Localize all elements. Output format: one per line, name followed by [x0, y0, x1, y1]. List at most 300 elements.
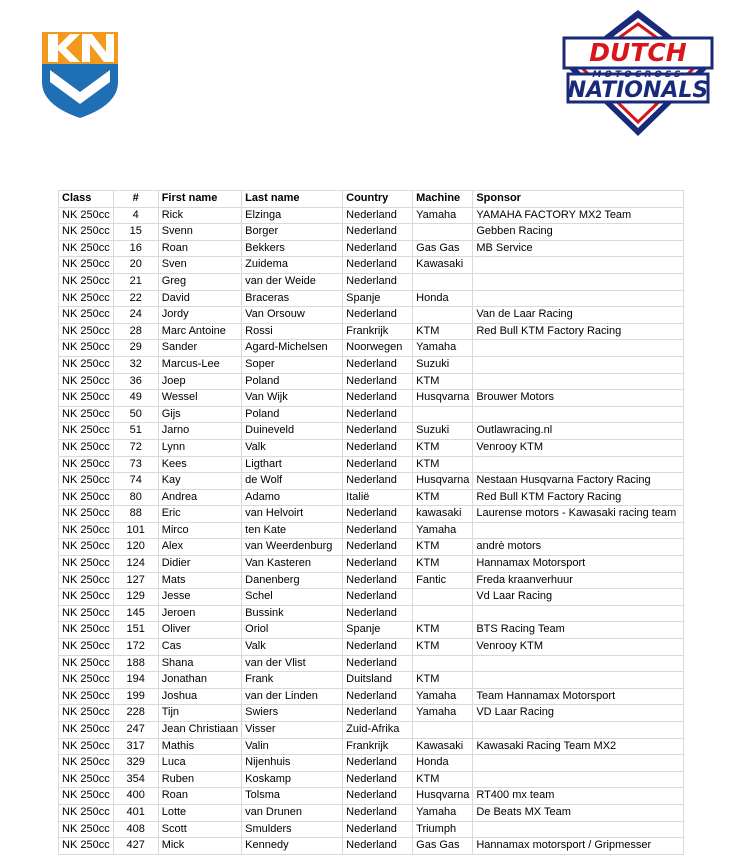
cell-class: NK 250cc — [59, 489, 114, 506]
cell-last-name: Bekkers — [242, 240, 343, 257]
cell-last-name: Nijenhuis — [242, 755, 343, 772]
cell-first-name: Sven — [158, 257, 241, 274]
cell-country: Italië — [343, 489, 413, 506]
cell-class: NK 250cc — [59, 522, 114, 539]
cell-class: NK 250cc — [59, 406, 114, 423]
cell-first-name: Andrea — [158, 489, 241, 506]
cell-country: Nederland — [343, 838, 413, 855]
cell-first-name: David — [158, 290, 241, 307]
logo-nationals-text: NATIONALS — [567, 78, 709, 103]
table-row — [59, 323, 684, 340]
cell-country: Nederland — [343, 605, 413, 622]
cell-class: NK 250cc — [59, 539, 114, 556]
cell-class: NK 250cc — [59, 589, 114, 606]
cell-last-name: Elzinga — [242, 207, 343, 224]
table-row — [59, 755, 684, 772]
cell-number: 247 — [113, 722, 158, 739]
cell-first-name: Eric — [158, 506, 241, 523]
cell-country: Nederland — [343, 572, 413, 589]
cell-last-name: van Weerdenburg — [242, 539, 343, 556]
cell-class: NK 250cc — [59, 672, 114, 689]
cell-country: Nederland — [343, 639, 413, 656]
cell-first-name: Shana — [158, 655, 241, 672]
cell-number: 408 — [113, 821, 158, 838]
cell-number: 317 — [113, 738, 158, 755]
cell-number: 24 — [113, 307, 158, 324]
cell-class: NK 250cc — [59, 257, 114, 274]
cell-first-name: Mathis — [158, 738, 241, 755]
cell-class: NK 250cc — [59, 240, 114, 257]
table-row — [59, 373, 684, 390]
logo-motocross-text: MOTOCROSS — [592, 70, 684, 80]
cell-country: Spanje — [343, 622, 413, 639]
cell-first-name: Jean Christiaan — [158, 722, 241, 739]
cell-last-name: Rossi — [242, 323, 343, 340]
cell-first-name: Mirco — [158, 522, 241, 539]
cell-machine — [413, 224, 473, 241]
cell-sponsor — [473, 755, 684, 772]
cell-machine: Suzuki — [413, 356, 473, 373]
cell-class: NK 250cc — [59, 804, 114, 821]
cell-machine: kawasaki — [413, 506, 473, 523]
cell-last-name: Ligthart — [242, 456, 343, 473]
table-row — [59, 240, 684, 257]
cell-last-name: Duineveld — [242, 423, 343, 440]
table-row — [59, 821, 684, 838]
cell-machine: Yamaha — [413, 207, 473, 224]
cell-class: NK 250cc — [59, 705, 114, 722]
cell-sponsor: De Beats MX Team — [473, 804, 684, 821]
cell-country: Nederland — [343, 207, 413, 224]
cell-machine: Kawasaki — [413, 257, 473, 274]
cell-number: 172 — [113, 639, 158, 656]
cell-machine — [413, 307, 473, 324]
cell-first-name: Marc Antoine — [158, 323, 241, 340]
cell-last-name: Van Orsouw — [242, 307, 343, 324]
cell-machine: KTM — [413, 539, 473, 556]
cell-class: NK 250cc — [59, 473, 114, 490]
cell-last-name: Adamo — [242, 489, 343, 506]
header-first-name: First name — [158, 191, 241, 208]
cell-number: 401 — [113, 804, 158, 821]
cell-class: NK 250cc — [59, 506, 114, 523]
cell-country: Nederland — [343, 307, 413, 324]
cell-sponsor: Freda kraanverhuur — [473, 572, 684, 589]
cell-sponsor: VD Laar Racing — [473, 705, 684, 722]
cell-country: Nederland — [343, 273, 413, 290]
cell-machine: KTM — [413, 672, 473, 689]
table-row — [59, 207, 684, 224]
cell-last-name: Valin — [242, 738, 343, 755]
table-row — [59, 224, 684, 241]
cell-number: 20 — [113, 257, 158, 274]
cell-last-name: van Drunen — [242, 804, 343, 821]
cell-class: NK 250cc — [59, 605, 114, 622]
cell-sponsor: Hannamax motorsport / Gripmesser — [473, 838, 684, 855]
cell-machine: Gas Gas — [413, 240, 473, 257]
cell-machine: KTM — [413, 489, 473, 506]
cell-sponsor — [473, 340, 684, 357]
cell-sponsor — [473, 273, 684, 290]
cell-class: NK 250cc — [59, 356, 114, 373]
cell-number: 120 — [113, 539, 158, 556]
cell-country: Nederland — [343, 406, 413, 423]
cell-sponsor: Laurense motors - Kawasaki racing team — [473, 506, 684, 523]
cell-class: NK 250cc — [59, 821, 114, 838]
cell-country: Nederland — [343, 539, 413, 556]
cell-country: Duitsland — [343, 672, 413, 689]
cell-sponsor: Red Bull KTM Factory Racing — [473, 489, 684, 506]
cell-sponsor — [473, 605, 684, 622]
cell-machine: Suzuki — [413, 423, 473, 440]
cell-class: NK 250cc — [59, 688, 114, 705]
cell-sponsor — [473, 406, 684, 423]
cell-first-name: Mick — [158, 838, 241, 855]
table-header-row — [59, 191, 684, 208]
cell-last-name: Kennedy — [242, 838, 343, 855]
cell-number: 36 — [113, 373, 158, 390]
cell-country: Spanje — [343, 290, 413, 307]
table-row — [59, 489, 684, 506]
cell-country: Nederland — [343, 439, 413, 456]
cell-last-name: Poland — [242, 373, 343, 390]
cell-sponsor — [473, 672, 684, 689]
cell-class: NK 250cc — [59, 639, 114, 656]
cell-first-name: Kay — [158, 473, 241, 490]
cell-machine — [413, 589, 473, 606]
cell-last-name: van der Weide — [242, 273, 343, 290]
cell-class: NK 250cc — [59, 755, 114, 772]
cell-first-name: Ruben — [158, 771, 241, 788]
cell-number: 29 — [113, 340, 158, 357]
cell-last-name: Soper — [242, 356, 343, 373]
cell-country: Nederland — [343, 456, 413, 473]
cell-country: Nederland — [343, 556, 413, 573]
cell-first-name: Jarno — [158, 423, 241, 440]
cell-number: 354 — [113, 771, 158, 788]
cell-machine: KTM — [413, 556, 473, 573]
cell-sponsor — [473, 257, 684, 274]
table-row — [59, 771, 684, 788]
cell-sponsor: Vd Laar Racing — [473, 589, 684, 606]
table-row — [59, 257, 684, 274]
cell-first-name: Jesse — [158, 589, 241, 606]
table-row — [59, 838, 684, 855]
cell-number: 151 — [113, 622, 158, 639]
cell-number: 228 — [113, 705, 158, 722]
cell-machine: KTM — [413, 456, 473, 473]
header-machine: Machine — [413, 191, 473, 208]
cell-first-name: Luca — [158, 755, 241, 772]
cell-first-name: Roan — [158, 240, 241, 257]
cell-number: 22 — [113, 290, 158, 307]
dutch-motocross-nationals-logo — [558, 8, 718, 138]
cell-number: 51 — [113, 423, 158, 440]
cell-machine: KTM — [413, 323, 473, 340]
table-row — [59, 639, 684, 656]
cell-last-name: Zuidema — [242, 257, 343, 274]
table-row — [59, 655, 684, 672]
cell-last-name: Schel — [242, 589, 343, 606]
cell-machine: Honda — [413, 290, 473, 307]
cell-country: Nederland — [343, 771, 413, 788]
cell-machine — [413, 273, 473, 290]
cell-first-name: Jonathan — [158, 672, 241, 689]
table-row — [59, 356, 684, 373]
cell-machine: KTM — [413, 771, 473, 788]
cell-last-name: Braceras — [242, 290, 343, 307]
cell-country: Nederland — [343, 240, 413, 257]
cell-country: Nederland — [343, 589, 413, 606]
header-sponsor: Sponsor — [473, 191, 684, 208]
cell-first-name: Rick — [158, 207, 241, 224]
cell-number: 329 — [113, 755, 158, 772]
cell-first-name: Didier — [158, 556, 241, 573]
cell-first-name: Marcus-Lee — [158, 356, 241, 373]
cell-number: 88 — [113, 506, 158, 523]
table-row — [59, 340, 684, 357]
table-row — [59, 788, 684, 805]
header-number: # — [113, 191, 158, 208]
cell-machine: Triumph — [413, 821, 473, 838]
cell-country: Nederland — [343, 788, 413, 805]
cell-country: Nederland — [343, 506, 413, 523]
cell-country: Zuid-Afrika — [343, 722, 413, 739]
cell-class: NK 250cc — [59, 738, 114, 755]
table-row — [59, 456, 684, 473]
cell-number: 124 — [113, 556, 158, 573]
cell-first-name: Svenn — [158, 224, 241, 241]
cell-sponsor: Gebben Racing — [473, 224, 684, 241]
cell-class: NK 250cc — [59, 456, 114, 473]
cell-number: 16 — [113, 240, 158, 257]
cell-number: 73 — [113, 456, 158, 473]
cell-number: 21 — [113, 273, 158, 290]
cell-machine — [413, 655, 473, 672]
cell-first-name: Jordy — [158, 307, 241, 324]
cell-machine: KTM — [413, 439, 473, 456]
cell-class: NK 250cc — [59, 423, 114, 440]
table-row — [59, 705, 684, 722]
cell-first-name: Gijs — [158, 406, 241, 423]
cell-country: Nederland — [343, 705, 413, 722]
table-row — [59, 804, 684, 821]
cell-class: NK 250cc — [59, 224, 114, 241]
cell-last-name: van Helvoirt — [242, 506, 343, 523]
cell-number: 427 — [113, 838, 158, 855]
cell-country: Frankrijk — [343, 738, 413, 755]
cell-first-name: Wessel — [158, 390, 241, 407]
cell-sponsor: RT400 mx team — [473, 788, 684, 805]
cell-sponsor: Brouwer Motors — [473, 390, 684, 407]
cell-first-name: Joep — [158, 373, 241, 390]
cell-country: Frankrijk — [343, 323, 413, 340]
table-row — [59, 439, 684, 456]
cell-class: NK 250cc — [59, 722, 114, 739]
cell-machine: KTM — [413, 639, 473, 656]
table-row — [59, 688, 684, 705]
cell-class: NK 250cc — [59, 373, 114, 390]
cell-machine: Honda — [413, 755, 473, 772]
cell-last-name: Frank — [242, 672, 343, 689]
cell-machine: KTM — [413, 622, 473, 639]
cell-first-name: Lynn — [158, 439, 241, 456]
cell-last-name: Visser — [242, 722, 343, 739]
cell-country: Nederland — [343, 423, 413, 440]
cell-last-name: Borger — [242, 224, 343, 241]
table-row — [59, 307, 684, 324]
cell-machine: Husqvarna — [413, 788, 473, 805]
table-row — [59, 273, 684, 290]
cell-last-name: Bussink — [242, 605, 343, 622]
cell-country: Nederland — [343, 522, 413, 539]
cell-sponsor — [473, 456, 684, 473]
table-row — [59, 290, 684, 307]
cell-last-name: Valk — [242, 439, 343, 456]
cell-class: NK 250cc — [59, 788, 114, 805]
cell-country: Nederland — [343, 257, 413, 274]
table-row — [59, 738, 684, 755]
cell-class: NK 250cc — [59, 439, 114, 456]
cell-last-name: Oriol — [242, 622, 343, 639]
cell-sponsor: Van de Laar Racing — [473, 307, 684, 324]
cell-number: 101 — [113, 522, 158, 539]
header-last-name: Last name — [242, 191, 343, 208]
cell-country: Nederland — [343, 356, 413, 373]
cell-sponsor — [473, 821, 684, 838]
cell-class: NK 250cc — [59, 572, 114, 589]
cell-sponsor: andrè motors — [473, 539, 684, 556]
table-row — [59, 522, 684, 539]
cell-number: 129 — [113, 589, 158, 606]
table-row — [59, 672, 684, 689]
cell-sponsor — [473, 722, 684, 739]
cell-country: Nederland — [343, 390, 413, 407]
cell-country: Noorwegen — [343, 340, 413, 357]
header-country: Country — [343, 191, 413, 208]
cell-class: NK 250cc — [59, 556, 114, 573]
table-row — [59, 622, 684, 639]
cell-machine: Yamaha — [413, 340, 473, 357]
cell-country: Nederland — [343, 755, 413, 772]
cell-first-name: Roan — [158, 788, 241, 805]
cell-sponsor: Venrooy KTM — [473, 639, 684, 656]
cell-number: 72 — [113, 439, 158, 456]
cell-sponsor: Hannamax Motorsport — [473, 556, 684, 573]
cell-class: NK 250cc — [59, 207, 114, 224]
cell-number: 199 — [113, 688, 158, 705]
cell-number: 15 — [113, 224, 158, 241]
cell-machine: KTM — [413, 373, 473, 390]
cell-country: Nederland — [343, 821, 413, 838]
cell-first-name: Joshua — [158, 688, 241, 705]
cell-first-name: Tijn — [158, 705, 241, 722]
knmv-logo — [40, 30, 120, 120]
header-class: Class — [59, 191, 114, 208]
cell-machine: Yamaha — [413, 688, 473, 705]
cell-sponsor — [473, 771, 684, 788]
cell-sponsor — [473, 290, 684, 307]
table-row — [59, 539, 684, 556]
cell-machine: Husqvarna — [413, 390, 473, 407]
cell-first-name: Greg — [158, 273, 241, 290]
cell-last-name: Agard-Michelsen — [242, 340, 343, 357]
cell-number: 127 — [113, 572, 158, 589]
table-row — [59, 722, 684, 739]
cell-class: NK 250cc — [59, 390, 114, 407]
cell-machine — [413, 406, 473, 423]
cell-class: NK 250cc — [59, 622, 114, 639]
cell-class: NK 250cc — [59, 655, 114, 672]
cell-sponsor: YAMAHA FACTORY MX2 Team — [473, 207, 684, 224]
table-row — [59, 423, 684, 440]
cell-first-name: Oliver — [158, 622, 241, 639]
cell-machine: Yamaha — [413, 804, 473, 821]
cell-sponsor — [473, 373, 684, 390]
rider-entry-table — [58, 190, 684, 855]
cell-class: NK 250cc — [59, 273, 114, 290]
cell-country: Nederland — [343, 473, 413, 490]
cell-country: Nederland — [343, 373, 413, 390]
cell-number: 188 — [113, 655, 158, 672]
cell-number: 400 — [113, 788, 158, 805]
cell-sponsor: Outlawracing.nl — [473, 423, 684, 440]
cell-sponsor: Red Bull KTM Factory Racing — [473, 323, 684, 340]
cell-first-name: Scott — [158, 821, 241, 838]
cell-country: Nederland — [343, 655, 413, 672]
cell-last-name: Van Kasteren — [242, 556, 343, 573]
cell-machine: Kawasaki — [413, 738, 473, 755]
cell-number: 74 — [113, 473, 158, 490]
cell-number: 194 — [113, 672, 158, 689]
cell-machine: Yamaha — [413, 522, 473, 539]
cell-sponsor: Team Hannamax Motorsport — [473, 688, 684, 705]
cell-machine — [413, 605, 473, 622]
cell-sponsor — [473, 356, 684, 373]
table-row — [59, 589, 684, 606]
logo-dutch-text: DUTCH — [589, 38, 687, 67]
cell-number: 32 — [113, 356, 158, 373]
cell-sponsor: BTS Racing Team — [473, 622, 684, 639]
cell-number: 49 — [113, 390, 158, 407]
cell-last-name: Smulders — [242, 821, 343, 838]
cell-country: Nederland — [343, 224, 413, 241]
cell-country: Nederland — [343, 804, 413, 821]
table-row — [59, 605, 684, 622]
cell-machine: Fantic — [413, 572, 473, 589]
cell-sponsor: MB Service — [473, 240, 684, 257]
cell-last-name: Swiers — [242, 705, 343, 722]
cell-last-name: Tolsma — [242, 788, 343, 805]
cell-last-name: van der Linden — [242, 688, 343, 705]
cell-first-name: Sander — [158, 340, 241, 357]
cell-sponsor: Nestaan Husqvarna Factory Racing — [473, 473, 684, 490]
cell-last-name: ten Kate — [242, 522, 343, 539]
table-row — [59, 406, 684, 423]
table-row — [59, 572, 684, 589]
cell-sponsor — [473, 655, 684, 672]
cell-last-name: Danenberg — [242, 572, 343, 589]
cell-country: Nederland — [343, 688, 413, 705]
table-row — [59, 390, 684, 407]
cell-first-name: Lotte — [158, 804, 241, 821]
cell-sponsor: Venrooy KTM — [473, 439, 684, 456]
cell-first-name: Kees — [158, 456, 241, 473]
cell-number: 50 — [113, 406, 158, 423]
cell-last-name: Koskamp — [242, 771, 343, 788]
cell-sponsor: Kawasaki Racing Team MX2 — [473, 738, 684, 755]
cell-sponsor — [473, 522, 684, 539]
